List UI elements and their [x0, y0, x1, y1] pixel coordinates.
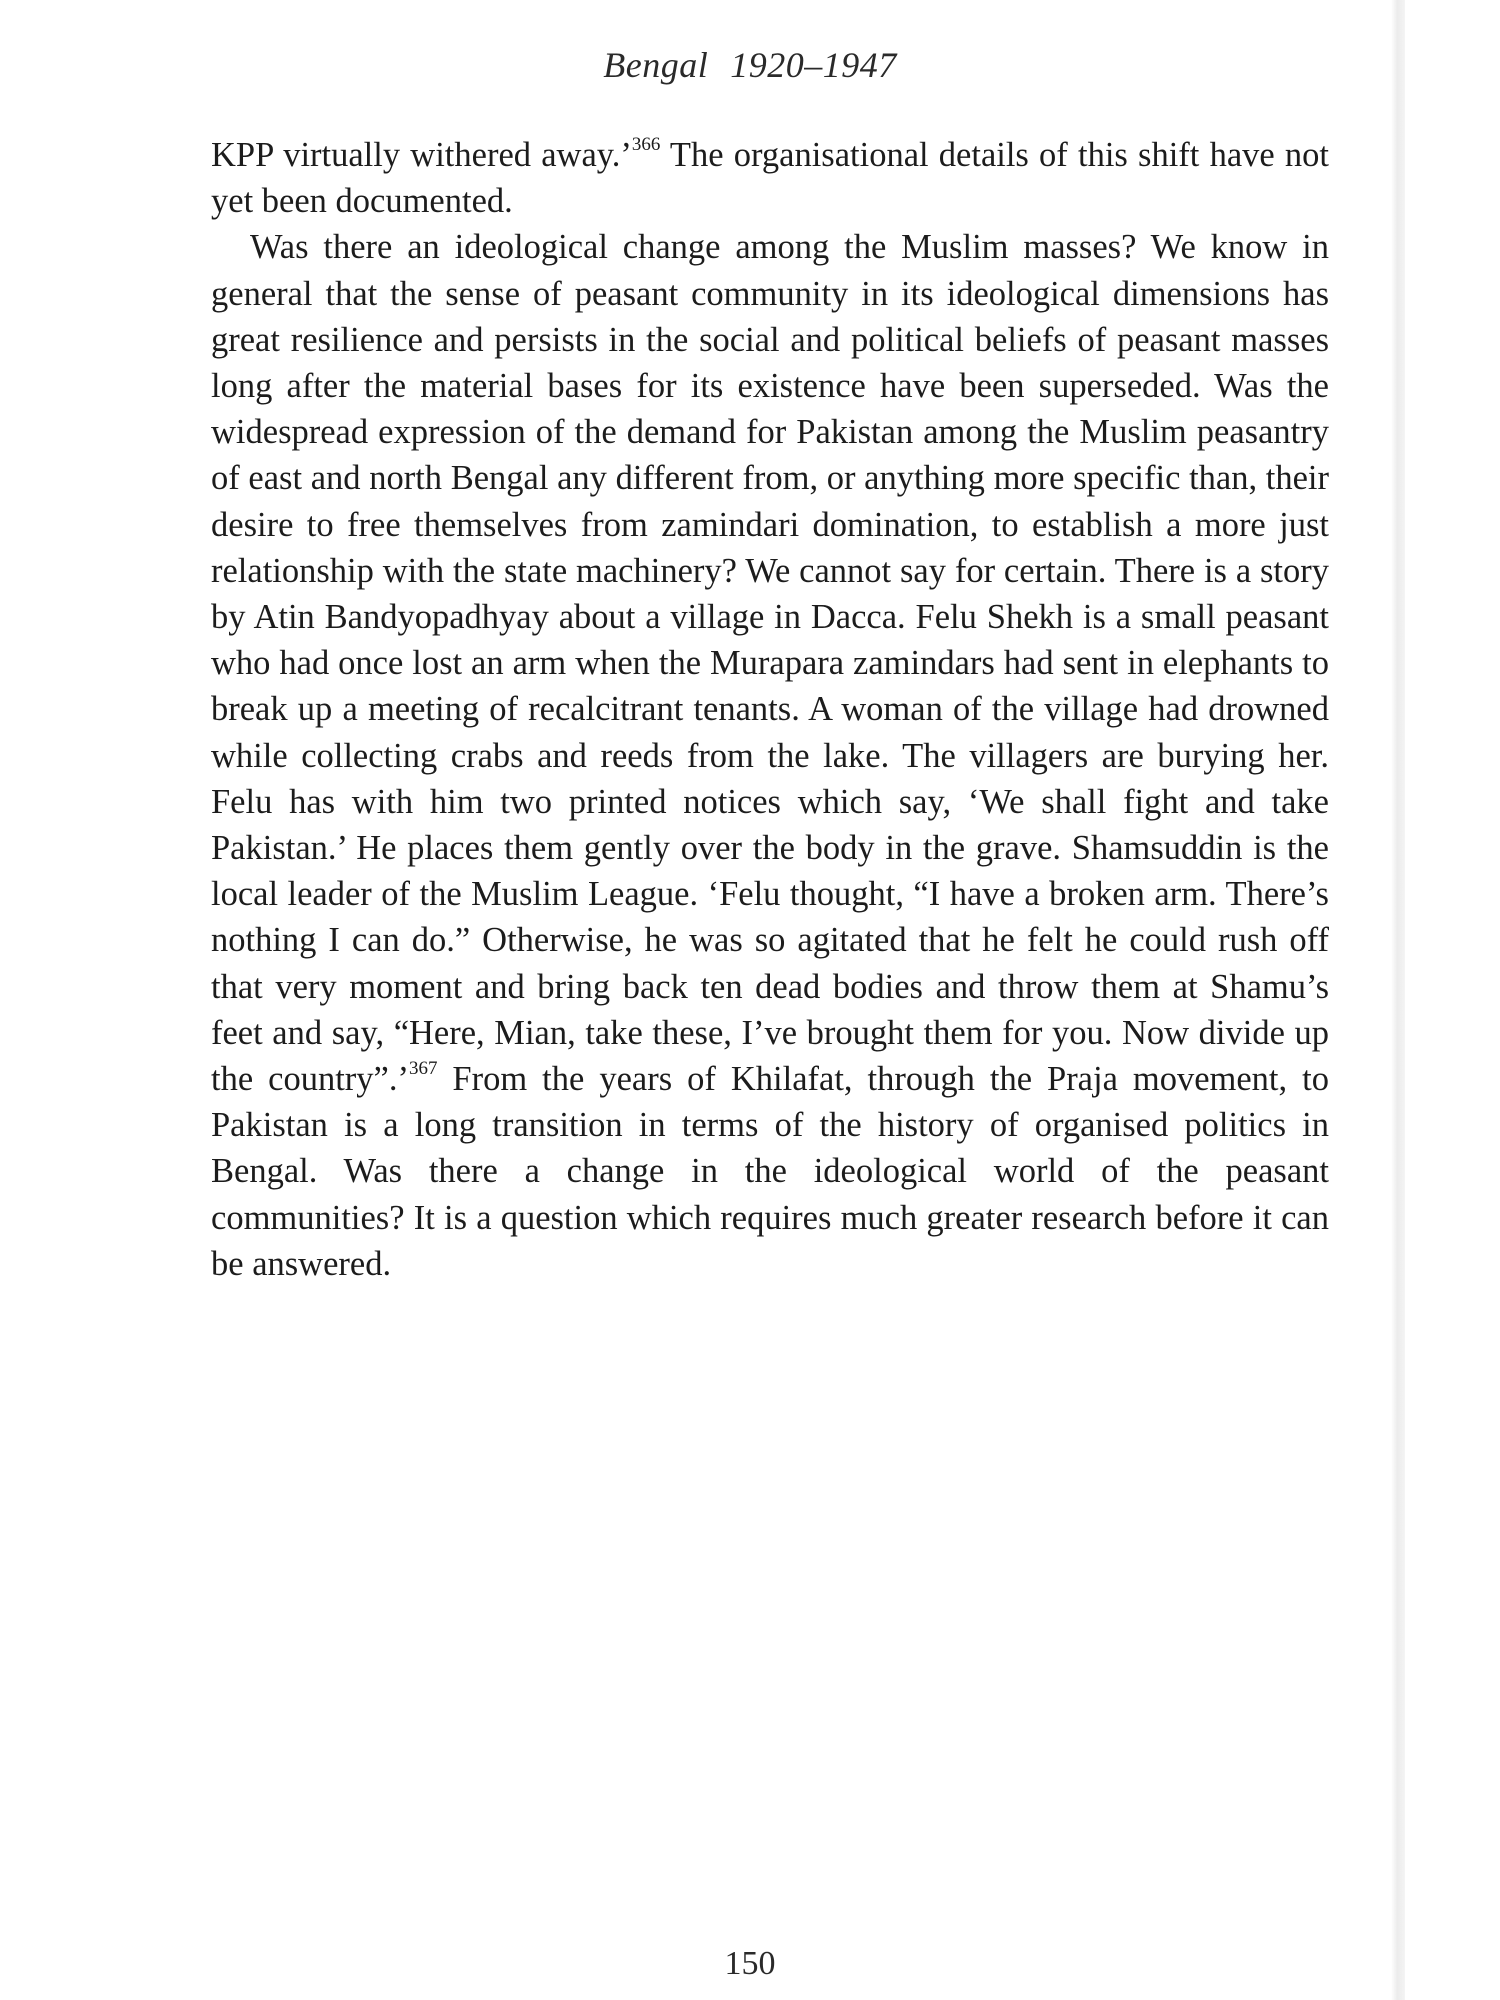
running-header: [0, 44, 1500, 86]
footnote-ref-367: 367: [408, 1057, 438, 1079]
body-text: [211, 132, 1329, 1287]
paragraph-1-tail: The organisational details of this shift have not yet been documented.: [211, 136, 1330, 221]
paragraph-1-text: KPP virtually withered away.’: [211, 136, 632, 174]
paragraph-2-tail: From the years of Khilafat, through the Praja movement, to Pakistan is a long transition in terms of the history of organised politics in Bengal. Was there a change in the ideological world of the peasant communities? It is a question which requires much greater research before it can be answered.: [211, 1060, 1329, 1283]
paragraph-1: [211, 132, 1329, 224]
footnote-ref-366: 366: [631, 133, 661, 155]
paragraph-2: [211, 224, 1329, 1287]
header-years: 1920–1947: [730, 45, 897, 85]
paragraph-2-text: Was there an ideological change among the Muslim masses? We know in general that the sense of peasant community in its ideological dimensions has great resilience and persists in the social and political beliefs of peasant masses long after the material bases for its existence have been superseded. Was the widespread expression of the demand for Pakistan among the Muslim peasantry of east and north Bengal any different from, or anything more specific than, their desire to free themselves from zamindari domination, to establish a more just relationship with the state machinery? We cannot say for certain. There is a story by Atin Bandyopadhyay about a village in Dacca. Felu Shekh is a small peasant who had once lost an arm when the Murapara zamindars had sent in elephants to break up a meeting of recalcitrant tenants. A woman of the village had drowned while collecting crabs and reeds from the lake. The villagers are burying her. Felu has with him two printed notices which say, ‘We shall fight and take Pakistan.’ He places them gently over the body in the grave. Shamsuddin is the local leader of the Muslim League. ‘Felu thought, “I have a broken arm. There’s nothing I can do.” Otherwise, he was so agitated that he felt he could rush off that very moment and bring back ten dead bodies and throw them at Shamu’s feet and say, “Here, Mian, take these, I’ve brought them for you. Now divide up the country”.’: [211, 228, 1329, 1099]
page-edge-shadow: [1391, 0, 1405, 2000]
header-title: Bengal: [603, 45, 709, 85]
page-number: 150: [724, 1945, 776, 1982]
